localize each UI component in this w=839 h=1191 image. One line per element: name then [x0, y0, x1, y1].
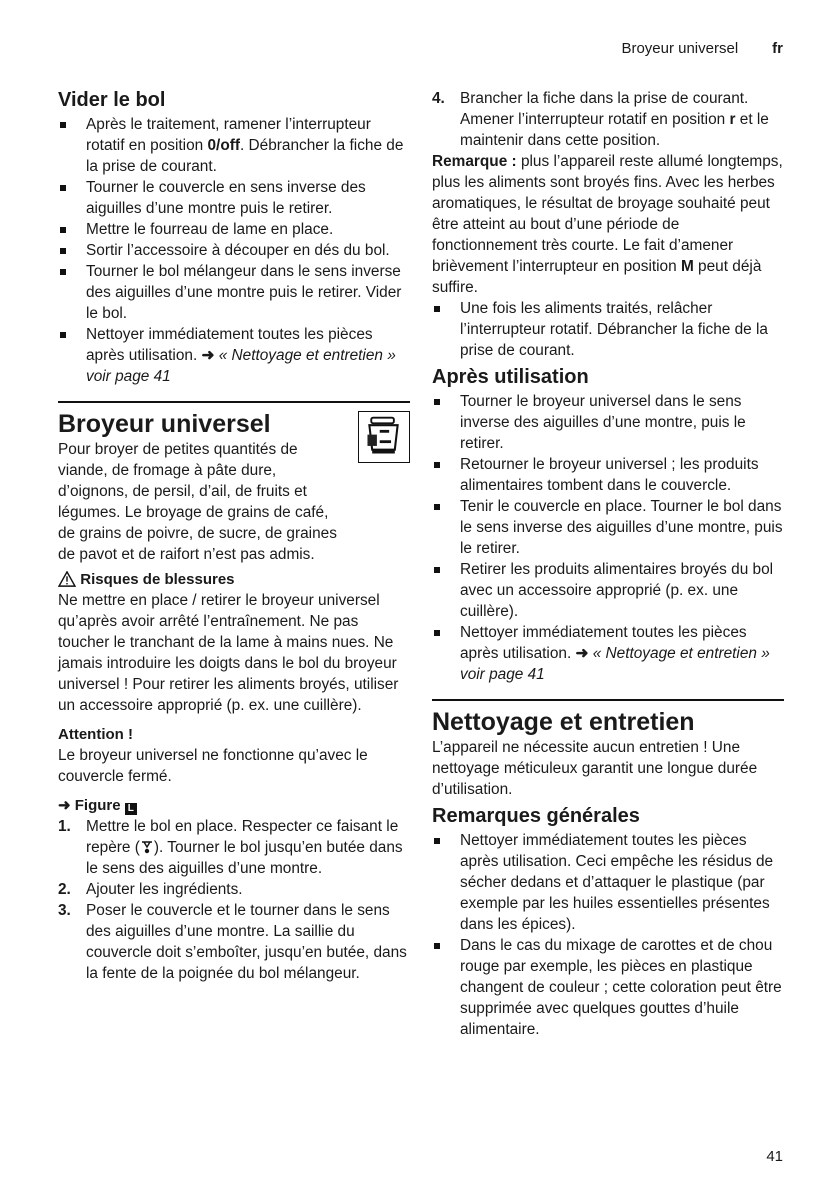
section-rule — [58, 401, 410, 565]
section-heading-apres: Après utilisation — [432, 366, 589, 388]
nettoyage-intro: L’appareil ne nécessite aucun entretien ! Une nettoyage méticuleux garantit une longue durée d’utilisation. — [432, 739, 758, 798]
list-item: Retourner le broyeur universel ; les produits alimentaires tombent dans le couvercle. — [432, 454, 784, 496]
steps-list — [58, 816, 410, 984]
grinder-icon — [358, 411, 410, 463]
list-item: Nettoyer immédiatement toutes les pièces après utilisation. ➜ « Nettoyage et entretien » voir page 41 — [432, 622, 784, 685]
language-code: fr — [772, 40, 783, 57]
list-item: Dans le cas du mixage de carottes et de chou rouge par exemple, les pièces en plastique changent de couleur ; cette coloration peut être supprimée avec quelques gouttes d’huile alimentaire. — [432, 935, 784, 1040]
vider-list — [58, 114, 410, 387]
left-column — [58, 88, 410, 984]
apres-list — [432, 391, 784, 685]
section-heading-vider: Vider le bol — [58, 89, 166, 111]
list-item: Une fois les aliments traités, relâcher l’interrupteur rotatif. Débrancher la fiche de la prise de courant. — [432, 298, 784, 361]
step-item: 2. Ajouter les ingrédients. — [58, 881, 243, 898]
section-rule — [432, 699, 784, 800]
list-item: Tenir le couvercle en place. Tourner le bol dans le sens inverse des aiguilles d’une montre, puis le retirer. — [432, 496, 784, 559]
steps-list-continued — [432, 88, 784, 151]
header-title: Broyeur universel — [621, 40, 739, 57]
list-item: Sortir l’accessoire à découper en dés du bol. — [58, 240, 410, 261]
step-item: 4. Brancher la fiche dans la prise de courant. Amener l’interrupteur rotatif en position r et le maintenir dans cette position. — [432, 90, 769, 149]
list-item: Tourner le broyeur universel dans le sens inverse des aiguilles d’une montre, puis le retirer. — [432, 391, 784, 454]
arrow-right-icon: ➜ — [201, 347, 215, 364]
figure-letter-icon: L — [125, 803, 137, 815]
list-item: Après le traitement, ramener l’interrupteur rotatif en position 0/off. Débrancher la fiche de la prise de courant. — [58, 114, 410, 177]
list-item: Mettre le fourreau de lame en place. — [58, 219, 410, 240]
list-item: Tourner le bol mélangeur dans le sens inverse des aiguilles d’une montre puis le retirer. Vider le bol. — [58, 261, 410, 324]
risk-text: Ne mettre en place / retirer le broyeur universel qu’après avoir arrêté l’entraînement. Ne pas toucher le tranchant de la lame à mains nues. Ne jamais introduire les doigts dans le bol du broyeur universel ! Pour retirer les aliments broyés, utiliser un accessoire approprié (p. ex. une cuillère). — [58, 592, 399, 714]
arrow-right-icon: ➜ — [575, 645, 589, 662]
risk-heading: Risques de blessures — [58, 569, 410, 590]
warning-icon — [58, 571, 76, 587]
page-number: 41 — [766, 1148, 783, 1165]
cross-reference-link[interactable]: « Nettoyage et entretien » voir page 41 — [86, 347, 396, 385]
section-heading-remarques: Remarques générales — [432, 805, 640, 827]
step-item: 3. Poser le couvercle et le tourner dans le sens des aiguilles d’une montre. La saillie du couvercle doit s’emboîter, jusqu’en butée, dans la fente de la poignée du bol mélangeur. — [58, 902, 407, 982]
alignment-mark-icon — [140, 840, 154, 854]
list-item: Nettoyer immédiatement toutes les pièces après utilisation. Ceci empêche les résidus de sécher dedans et d’attaquer le plastique (par exemple par les huiles essentielles présentes dans les épices). — [432, 830, 784, 935]
list-item: Tourner le couvercle en sens inverse des aiguilles d’une montre puis le retirer. — [58, 177, 410, 219]
figure-reference: ➜ Figure L — [58, 795, 410, 816]
remarques-list — [432, 830, 784, 1040]
cross-reference-link[interactable]: « Nettoyage et entretien » voir page 41 — [460, 645, 770, 683]
release-list — [432, 298, 784, 361]
right-column — [432, 88, 784, 1040]
section-heading-broyeur: Broyeur universel — [58, 410, 271, 438]
step-item: 1. Mettre le bol en place. Respecter ce faisant le repère ( ). Tourner le bol jusqu’en butée dans le sens des aiguilles d’une montre. — [58, 818, 403, 877]
list-item: Nettoyer immédiatement toutes les pièces après utilisation. ➜ « Nettoyage et entretien » voir page 41 — [58, 324, 410, 387]
remarque-note: Remarque : plus l’appareil reste allumé longtemps, plus les aliments sont broyés fins. Avec les herbes aromatiques, le résultat de broyage souhaité peut être atteint au bout d’une période de fonctionnement très courte. Le fait d’amener brièvement l’interrupteur en position M peut déjà suffire. — [432, 153, 783, 296]
arrow-right-icon: ➜ — [58, 797, 71, 814]
list-item: Retirer les produits alimentaires broyés du bol avec un accessoire approprié (p. ex. une cuillère). — [432, 559, 784, 622]
attention-text: Le broyeur universel ne fonctionne qu’avec le couvercle fermé. — [58, 747, 368, 785]
broyeur-intro: Pour broyer de petites quantités de viande, de fromage à pâte dure, d’oignons, de persil, d’ail, de fruits et légumes. Le broyage de grains de café, de grains de poivre, de sucre, de graines de pavot et de raifort n’est pas admis. — [58, 441, 337, 563]
attention-heading: Attention ! — [58, 726, 133, 743]
section-heading-nettoyage: Nettoyage et entretien — [432, 708, 695, 736]
running-header — [621, 38, 783, 59]
